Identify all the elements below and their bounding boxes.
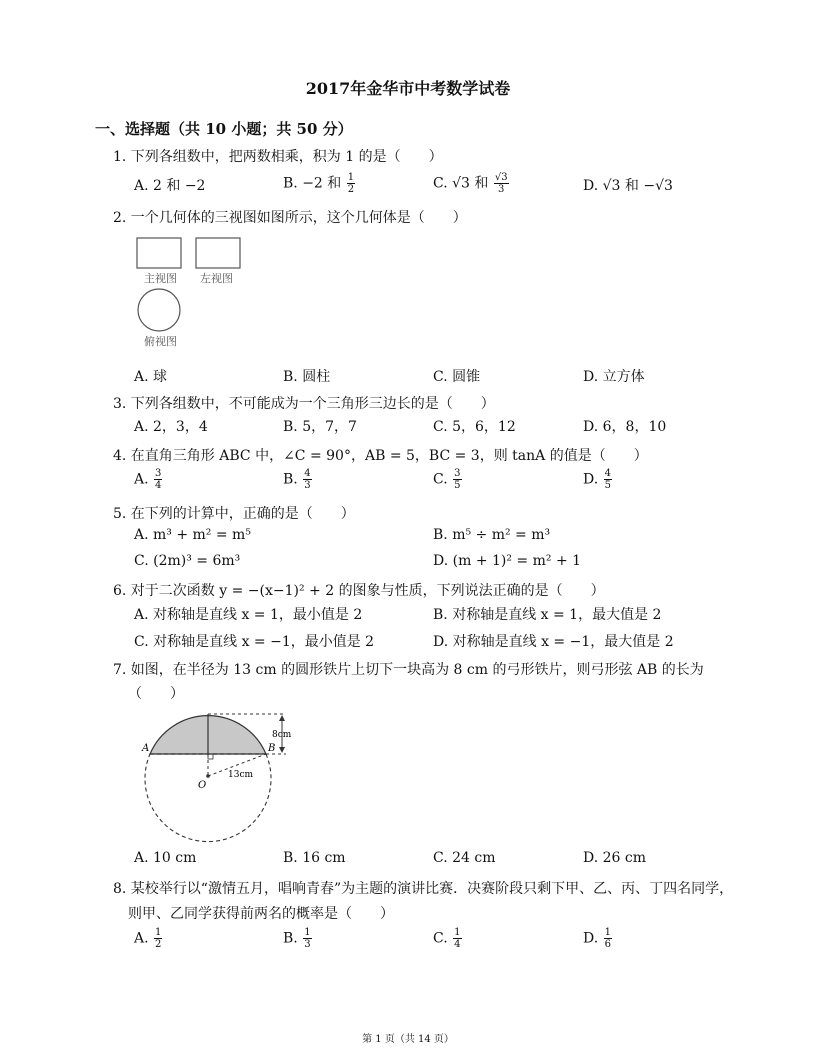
q3-option-c: C. 5，6，12 bbox=[433, 419, 516, 435]
question-7-stem: 7. 如图，在半径为 13 cm 的圆形铁片上切下一块高为 8 cm 的弓形铁片，则弓形弦 AB 的长为 bbox=[113, 662, 704, 678]
q8-option-a: A. $\frac{1}{2}$ bbox=[134, 927, 162, 950]
question-6-stem: 6. 对于二次函数 y = −(x−1)² + 2 的图象与性质，下列说法正确的是（ ） bbox=[113, 583, 605, 599]
three-view-figure bbox=[130, 232, 250, 342]
label-b: B bbox=[268, 743, 276, 754]
q4-option-d: D. $\frac{4}{5}$ bbox=[583, 468, 612, 491]
q6-option-a: A. 对称轴是直线 x = 1，最小值是 2 bbox=[134, 607, 363, 623]
question-4-stem: 4. 在直角三角形 ABC 中，∠C = 90°，AB = 5，BC = 3，则 tanA 的值是（ ） bbox=[113, 448, 648, 464]
q7-option-d: D. 26 cm bbox=[583, 850, 647, 866]
q5-option-b: B. m⁵ ÷ m² = m³ bbox=[433, 527, 551, 543]
q3-option-a: A. 2，3，4 bbox=[134, 419, 208, 435]
q7-option-b: B. 16 cm bbox=[283, 850, 346, 866]
question-7-stem-cont: （ ） bbox=[128, 686, 184, 702]
q1-option-c: C. √3 和 $\frac{√3}{3}$ bbox=[433, 172, 508, 195]
left-view-rect bbox=[196, 238, 240, 268]
top-view-label: 俯视图 bbox=[144, 335, 177, 348]
q2-option-d: D. 立方体 bbox=[583, 369, 645, 385]
q5-option-a: A. m³ + m² = m⁵ bbox=[134, 527, 251, 543]
circle-segment-figure bbox=[138, 706, 298, 852]
question-5-stem: 5. 在下列的计算中，正确的是（ ） bbox=[113, 506, 355, 522]
label-o: O bbox=[198, 780, 207, 791]
q3-option-b: B. 5，7，7 bbox=[283, 419, 357, 435]
q8-option-d: D. $\frac{1}{6}$ bbox=[583, 927, 612, 950]
q4-option-b: B. $\frac{4}{3}$ bbox=[283, 468, 311, 491]
q6-option-c: C. 对称轴是直线 x = −1，最小值是 2 bbox=[134, 634, 375, 650]
q7-option-c: C. 24 cm bbox=[433, 850, 496, 866]
q1-option-b: B. −2 和 $\frac{1}{2}$ bbox=[283, 172, 355, 195]
q1-option-a: A. 2 和 −2 bbox=[134, 178, 206, 194]
q2-option-b: B. 圆柱 bbox=[283, 369, 331, 385]
right-angle-mark bbox=[208, 754, 213, 759]
arrow-down-icon bbox=[279, 747, 285, 753]
label-radius: 13cm bbox=[228, 770, 254, 780]
question-2-stem: 2. 一个几何体的三视图如图所示，这个几何体是（ ） bbox=[113, 210, 467, 226]
label-height: 8cm bbox=[272, 730, 292, 740]
q3-option-d: D. 6，8，10 bbox=[583, 419, 667, 435]
q8-option-b: B. $\frac{1}{3}$ bbox=[283, 927, 311, 950]
q4-option-c: C. $\frac{3}{5}$ bbox=[433, 468, 461, 491]
q2-option-a: A. 球 bbox=[134, 369, 168, 385]
q6-option-d: D. 对称轴是直线 x = −1，最大值是 2 bbox=[433, 634, 674, 650]
top-view-circle bbox=[138, 289, 180, 331]
q1-option-d: D. √3 和 −√3 bbox=[583, 178, 673, 194]
question-1-stem: 1. 下列各组数中，把两数相乘，积为 1 的是（ ） bbox=[113, 149, 443, 165]
section-heading: 一、选择题（共 10 小题；共 50 分） bbox=[95, 120, 353, 138]
question-8-stem-cont: 则甲、乙同学获得前两名的概率是（ ） bbox=[128, 906, 394, 922]
question-8-stem: 8. 某校举行以“激情五月，唱响青春”为主题的演讲比赛．决赛阶段只剩下甲、乙、丙、丁四名同学， bbox=[113, 881, 734, 897]
front-view-rect bbox=[137, 238, 181, 268]
arrow-up-icon bbox=[279, 715, 285, 721]
question-3-stem: 3. 下列各组数中，不可能成为一个三角形三边长的是（ ） bbox=[113, 396, 495, 412]
q8-option-c: C. $\frac{1}{4}$ bbox=[433, 927, 461, 950]
q6-option-b: B. 对称轴是直线 x = 1，最大值是 2 bbox=[433, 607, 662, 623]
front-view-label: 主视图 bbox=[144, 272, 177, 285]
q7-option-a: A. 10 cm bbox=[134, 850, 197, 866]
label-a: A bbox=[142, 743, 150, 754]
page-title: 2017年金华市中考数学试卷 bbox=[305, 79, 511, 98]
q2-option-c: C. 圆锥 bbox=[433, 369, 481, 385]
center-point bbox=[206, 774, 210, 778]
page-footer: 第 1 页（共 14 页） bbox=[362, 1034, 454, 1045]
q5-option-c: C. (2m)³ = 6m³ bbox=[134, 553, 241, 569]
q5-option-d: D. (m + 1)² = m² + 1 bbox=[433, 553, 582, 569]
left-view-label: 左视图 bbox=[200, 272, 233, 285]
q4-option-a: A. $\frac{3}{4}$ bbox=[134, 468, 162, 491]
